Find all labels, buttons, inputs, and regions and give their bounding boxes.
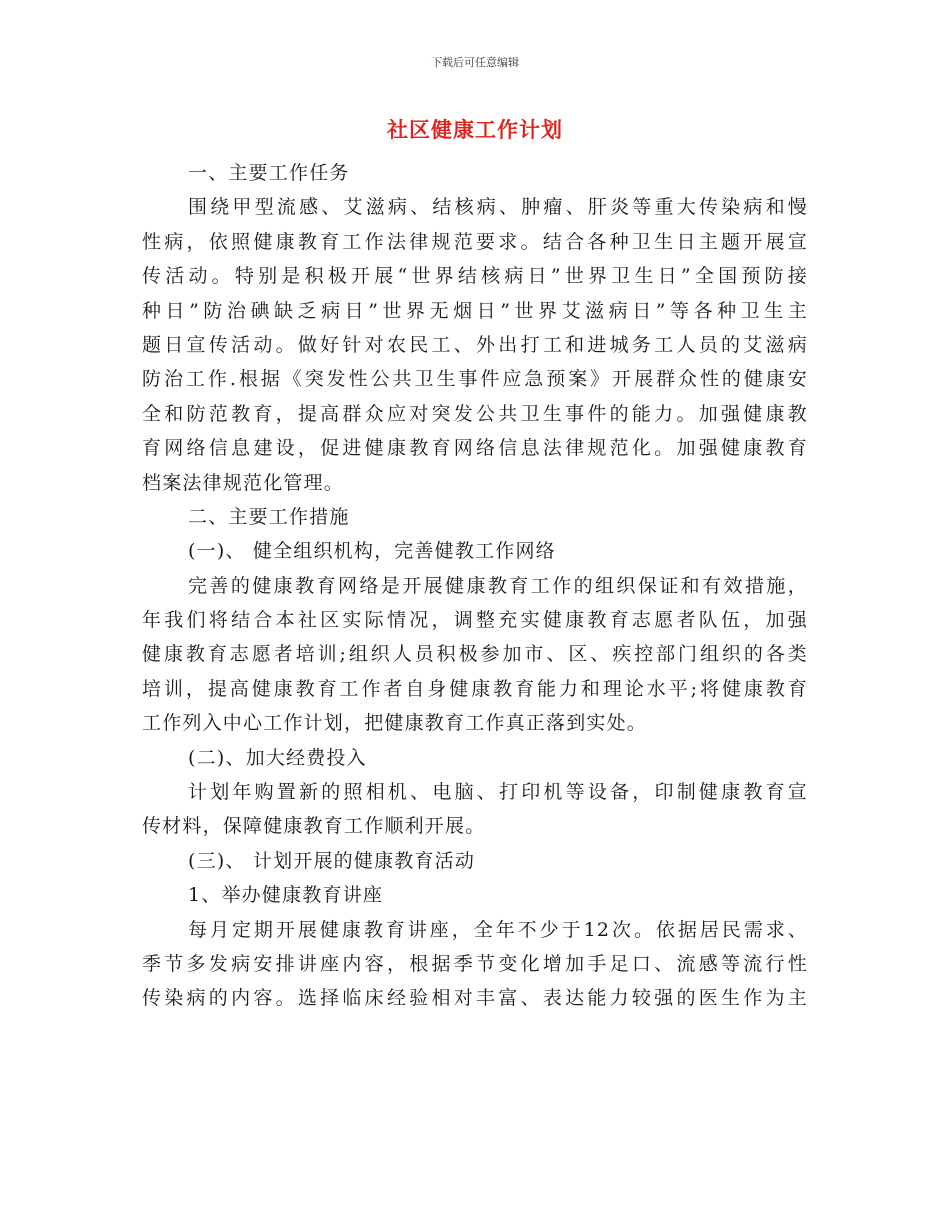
page-header: 下载后可任意编辑 — [431, 56, 519, 69]
text-line: 培训，提高健康教育工作者自身健康教育能力和理论水平;将健康教育 — [142, 677, 808, 700]
text-line: 每月定期开展健康教育讲座，全年不少于12次。依据居民需求、 — [188, 918, 808, 941]
text-line: 计划年购置新的照相机、电脑、打印机等设备，印制健康教育宣 — [188, 781, 808, 804]
text-line: 题日宣传活动。做好针对农民工、外出打工和进城务工人员的艾滋病 — [142, 333, 808, 356]
text-line: 季节多发病安排讲座内容，根据季节变化增加手足口、流感等流行性 — [142, 952, 808, 975]
text-line: (一)、 健全组织机构，完善健教工作网络 — [188, 540, 556, 563]
document-body — [142, 156, 808, 1016]
text-line: 工作列入中心工作计划，把健康教育工作真正落到实处。 — [142, 712, 648, 735]
text-line: 一、主要工作任务 — [188, 162, 350, 184]
text-line: (三)、 计划开展的健康教育活动 — [188, 849, 476, 872]
text-line: 二、主要工作措施 — [188, 505, 350, 528]
text-line: 传活动。特别是积极开展“世界结核病日”世界卫生日”全国预防接 — [142, 265, 808, 288]
text-line: (二)、加大经费投入 — [188, 746, 367, 769]
text-line: 档案法律规范化管理。 — [142, 471, 345, 494]
text-line: 育网络信息建设，促进健康教育网络信息法律规范化。加强健康教育 — [142, 437, 808, 460]
text-line: 种日”防治碘缺乏病日”世界无烟日”世界艾滋病日”等各种卫生主 — [142, 299, 808, 322]
text-line: 围绕甲型流感、艾滋病、结核病、肿瘤、肝炎等重大传染病和慢 — [188, 196, 808, 219]
text-line: 防治工作.根据《突发性公共卫生事件应急预案》开展群众性的健康安 — [142, 368, 808, 391]
document-title: 社区健康工作计划 — [387, 117, 563, 142]
text-line: 性病，依照健康教育工作法律规范要求。结合各种卫生日主题开展宣 — [142, 230, 808, 253]
text-line: 传材料，保障健康教育工作顺利开展。 — [142, 815, 486, 838]
text-line: 全和防范教育，提高群众应对突发公共卫生事件的能力。加强健康教 — [142, 402, 808, 425]
text-line: 年我们将结合本社区实际情况，调整充实健康教育志愿者队伍，加强 — [142, 609, 808, 632]
text-line: 健康教育志愿者培训;组织人员积极参加市、区、疾控部门组织的各类 — [142, 643, 808, 666]
text-line: 1、举办健康教育讲座 — [188, 884, 384, 907]
text-line: 传染病的内容。选择临床经验相对丰富、表达能力较强的医生作为主 — [142, 987, 808, 1010]
text-line: 完善的健康教育网络是开展健康教育工作的组织保证和有效措施， — [188, 574, 808, 597]
